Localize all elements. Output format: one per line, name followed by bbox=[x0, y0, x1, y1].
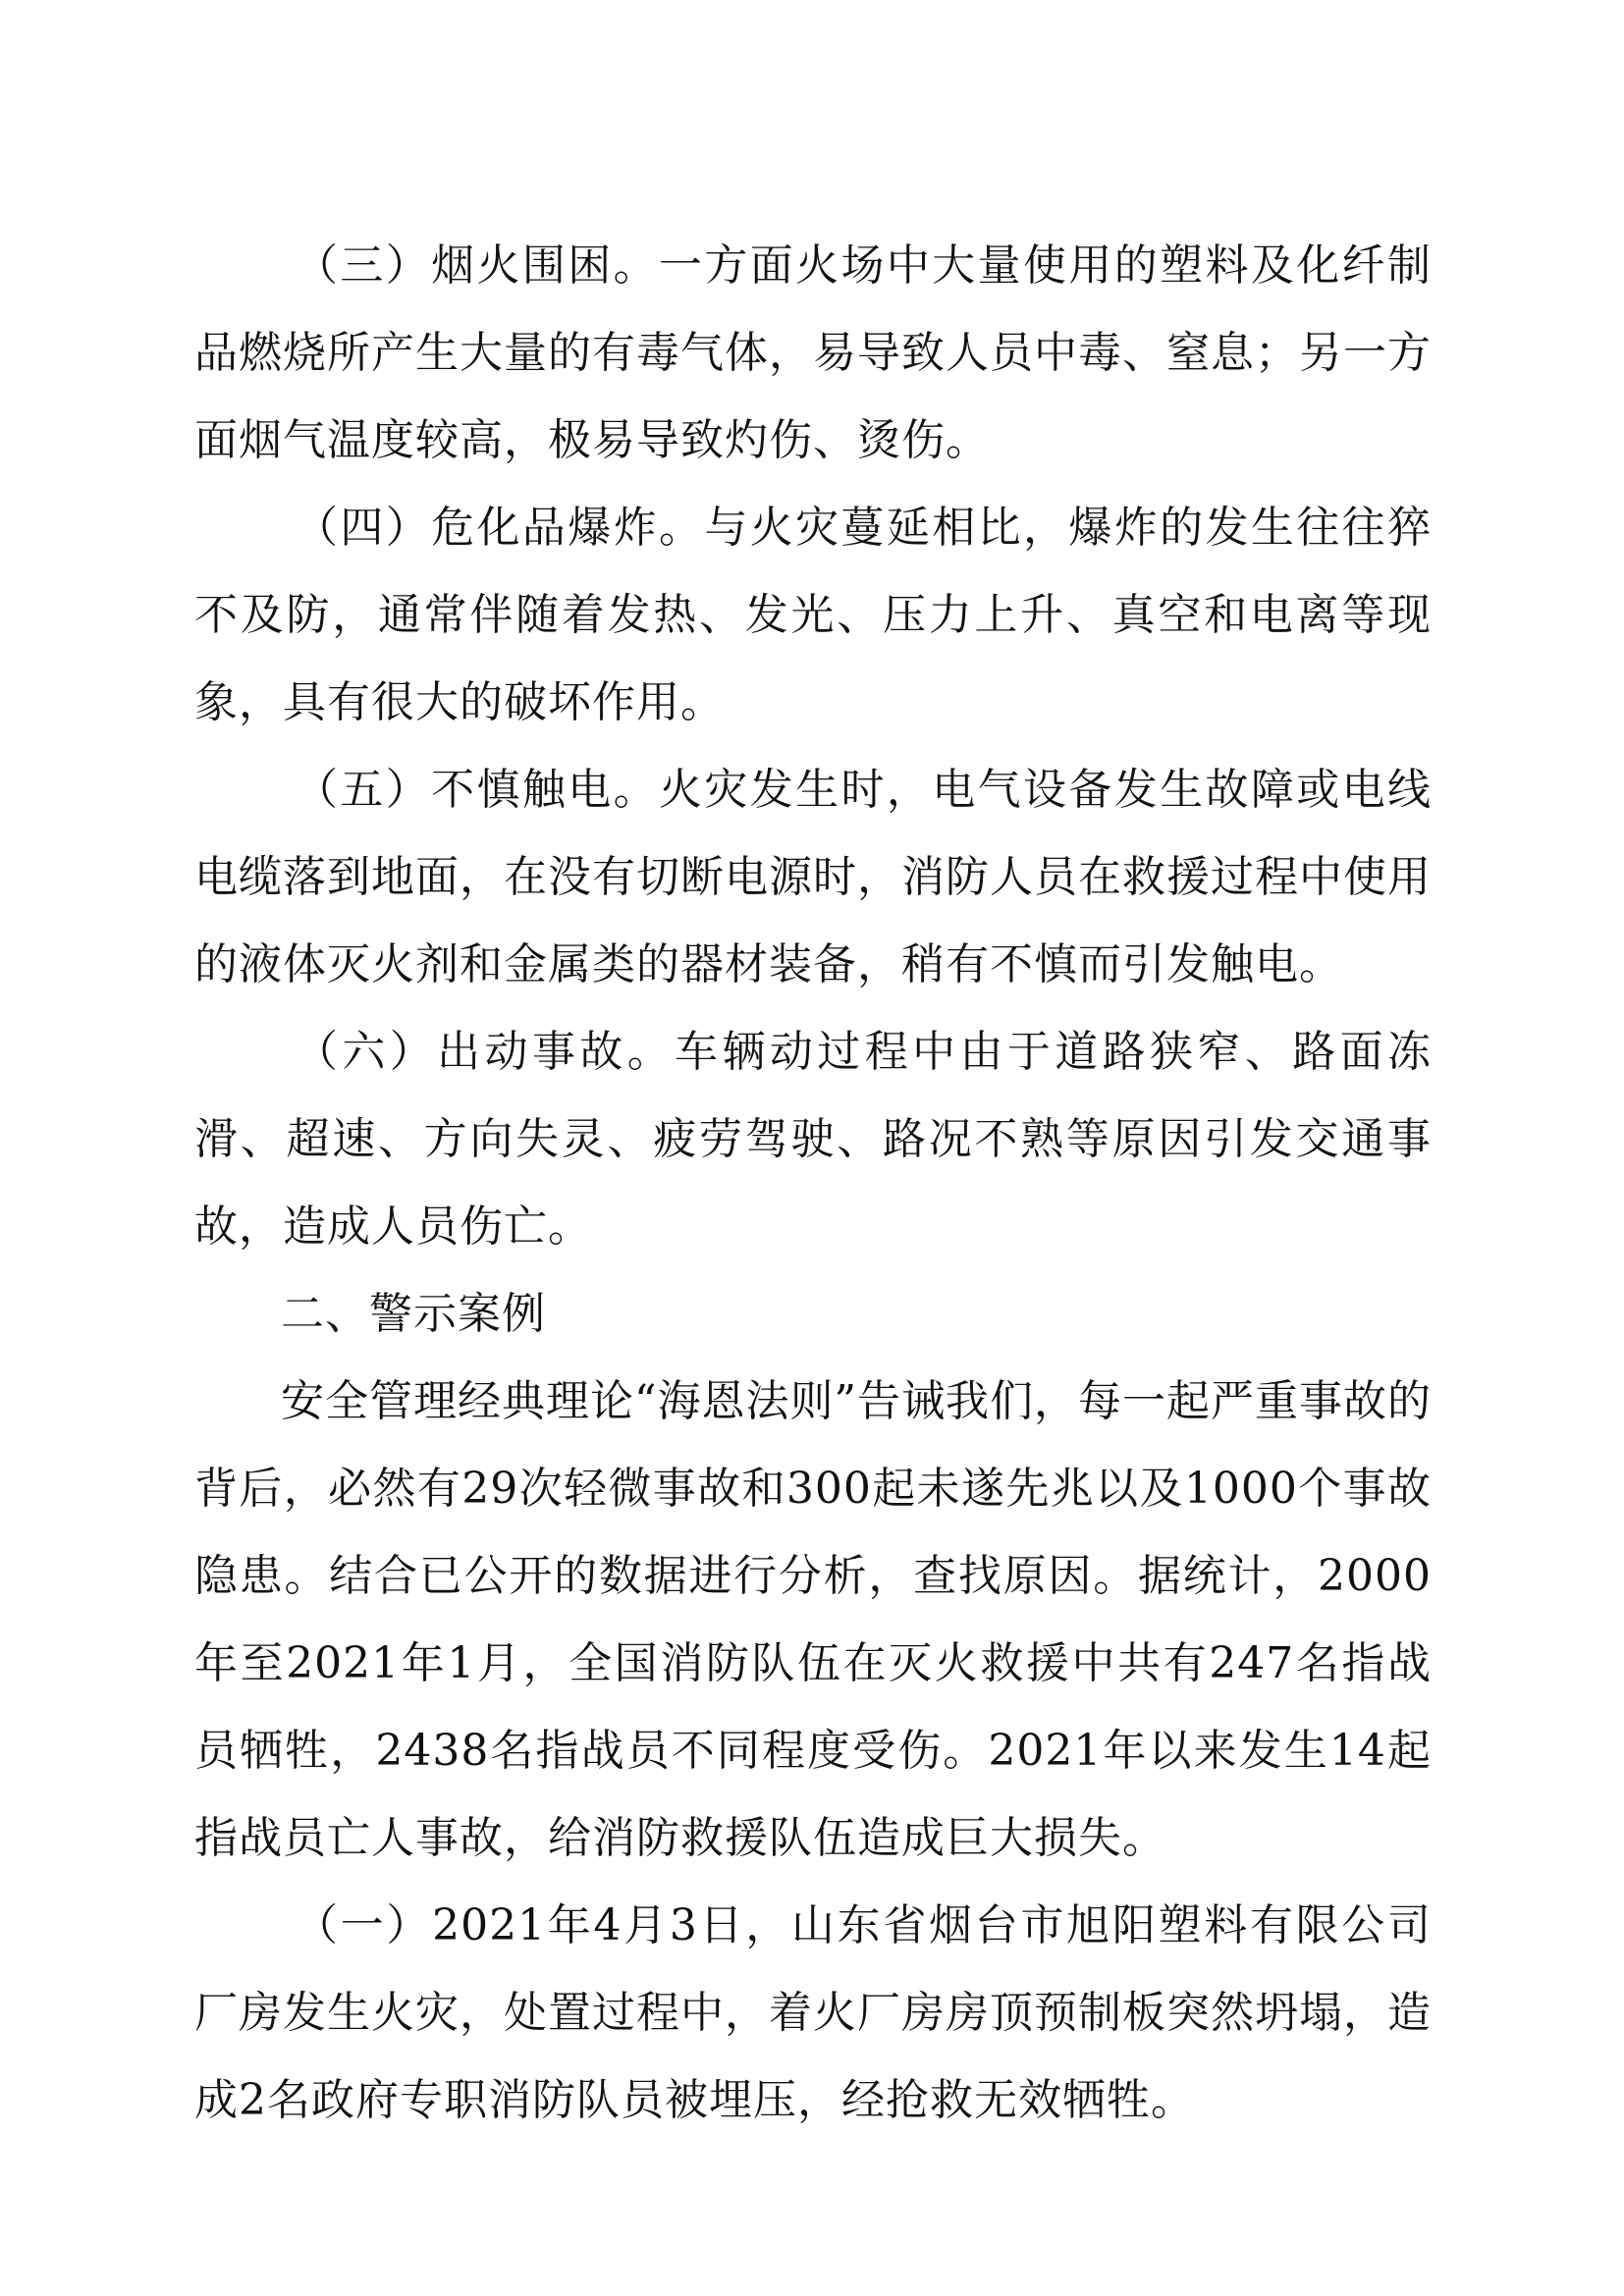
paragraph-dispatch-accident: （六）出动事故。车辆动过程中由于道路狭窄、路面冻滑、超速、方向失灵、疲劳驾驶、路况不熟等原因引发交通事故，造成人员伤亡。 bbox=[194, 1027, 1432, 1252]
section-heading-warning-cases: 二、警示案例 bbox=[281, 1289, 546, 1339]
paragraph-electric-shock: （五）不慎触电。火灾发生时，电气设备发生故障或电线电缆落到地面，在没有切断电源时，消防人员在救援过程中使用的液体灭火剂和金属类的器材装备，稍有不慎而引发触电。 bbox=[194, 765, 1432, 989]
paragraph-heinrich-law-intro: 安全管理经典理论“海恩法则”告诫我们，每一起严重事故的背后，必然有29次轻微事故和300起未遂先兆以及1000个事故隐患。结合已公开的数据进行分析，查找原因。据统计，2000年至2021年1月，全国消防队伍在灭火救援中共有247名指战员牺牲，2438名指战员不同程度受伤。2021年以来发生14起指战员亡人事故，给消防救援队伍造成巨大损失。 bbox=[194, 1376, 1432, 1863]
paragraph-hazmat-explosion: （四）危化品爆炸。与火灾蔓延相比，爆炸的发生往往猝不及防，通常伴随着发热、发光、压力上升、真空和电离等现象，具有很大的破坏作用。 bbox=[194, 503, 1432, 727]
document-body bbox=[194, 222, 1432, 2144]
paragraph-case-1: （一）2021年4月3日，山东省烟台市旭阳塑料有限公司厂房发生火灾，处置过程中，着火厂房房顶预制板突然坍塌，造成2名政府专职消防队员被埋压，经抢救无效牺牲。 bbox=[194, 1900, 1432, 2125]
paragraph-smoke-fire-trap: （三）烟火围困。一方面火场中大量使用的塑料及化纤制品燃烧所产生大量的有毒气体，易导致人员中毒、窒息；另一方面烟气温度较高，极易导致灼伤、烫伤。 bbox=[194, 240, 1432, 465]
